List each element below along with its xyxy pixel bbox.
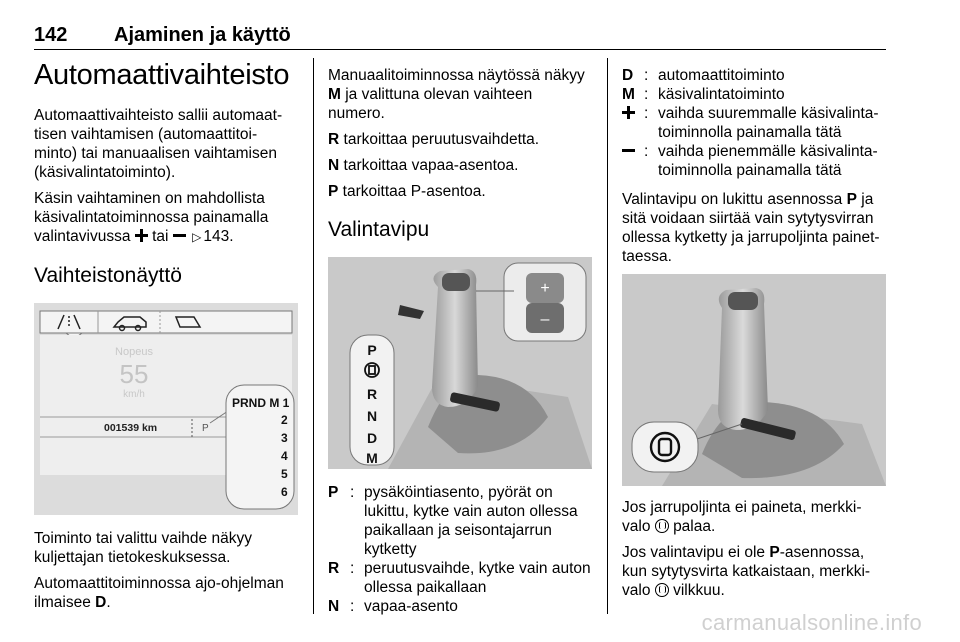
lock-paragraph: Valintavipu on lukittu asennossa P ja sitä voidaan siirtää vain sytytysvirran ollessa kytketty ja jarrupoljinta painet-taessa.: [622, 191, 880, 265]
reverse-paragraph: R tarkoittaa peruutusvaihdetta.: [328, 131, 540, 148]
gear-2: 2: [281, 413, 288, 427]
definition-row: P : pysäköintiasento, pyörät on lukittu, kytke vain auton ollessa paikallaan ja seisontajarrun kytketty: [328, 484, 578, 558]
definition-row: M : käsivalintatoiminto: [622, 86, 785, 103]
section-title: Ajaminen ja käyttö: [114, 24, 291, 46]
watermark: carmanualsonline.info: [701, 610, 922, 635]
page-reference-link[interactable]: 143.: [203, 228, 234, 245]
gear-3: 3: [281, 431, 288, 445]
page-reference-icon: ▷: [192, 230, 202, 244]
svg-text:–: –: [540, 311, 550, 328]
page-header: [34, 22, 886, 50]
subsection-title: Valintavipu: [328, 218, 430, 241]
lever-position-d: D: [366, 430, 378, 446]
definition-row: : vaihda suuremmalle käsivalinta-toiminnolla painamalla tätä: [622, 104, 886, 142]
selector-lever-illustration: [328, 257, 592, 469]
lock-icon: [655, 519, 669, 533]
manual-mode-paragraph: Manuaalitoiminnossa näytössä näkyy M ja valittuna olevan vaihteen numero.: [328, 67, 585, 122]
lever-position-p: P: [367, 342, 377, 358]
intro-paragraph: Automaattivaihteisto sallii automaat-tisen vaihtamisen (automaattitoi-minto) tai manuaalisen vaihtamisen (käsivalintatoiminto).: [34, 107, 283, 181]
speed-unit: km/h: [123, 389, 145, 400]
speed-value: 55: [119, 359, 149, 389]
minus-icon: [622, 144, 635, 157]
gear-definitions: [328, 483, 592, 616]
column-middle: [328, 66, 592, 626]
page-number: 142: [34, 24, 68, 46]
definition-row: R : peruutusvaihde, kytke vain auton ollessa paikallaan: [328, 560, 591, 596]
odometer: 001539 km: [104, 422, 158, 434]
svg-text:+: +: [540, 280, 550, 297]
transmission-display-illustration: [34, 303, 298, 515]
mode-definitions: [622, 66, 886, 180]
manual-shift-paragraph: Käsin vaihtaminen on mahdollista käsivalintatoiminnossa painamalla valintavivussa tai ▷ 143.: [34, 190, 269, 245]
definition-row: N : vapaa-asento: [328, 598, 458, 615]
lock-icon: [655, 583, 669, 597]
ignition-warning-paragraph: Jos valintavipu ei ole P-asennossa, kun sytytysvirta katkaistaan, merkki-valo vilkkuu.: [622, 544, 871, 599]
gear-row: PRND M 1: [232, 396, 290, 410]
display-paragraph: Toiminto tai valittu vaihde näkyy kuljettajan tietokeskuksessa.: [34, 530, 252, 566]
auto-mode-paragraph: Automaattitoiminnossa ajo-ohjelman ilmaisee D.: [34, 575, 284, 611]
lever-lock-illustration: [622, 274, 886, 486]
gear-6: 6: [281, 485, 288, 499]
page-title: Automaattivaihteisto: [34, 59, 290, 91]
column-divider: [607, 58, 608, 614]
subsection-title: Vaihteistonäyttö: [34, 264, 182, 287]
minus-icon: [173, 229, 186, 242]
column-left: [34, 58, 298, 619]
brake-warning-paragraph: Jos jarrupoljinta ei paineta, merkki-valo palaa.: [622, 499, 862, 535]
park-paragraph: P tarkoittaa P-asentoa.: [328, 183, 486, 200]
gear-indicator: P: [202, 423, 209, 434]
plus-icon: [135, 229, 148, 242]
definition-row: : vaihda pienemmälle käsivalinta-toiminnolla painamalla tätä: [622, 142, 886, 180]
lever-position-n: N: [366, 408, 378, 424]
gear-4: 4: [281, 449, 288, 463]
column-divider: [313, 58, 314, 614]
definition-row: D : automaattitoiminto: [622, 67, 785, 84]
gear-5: 5: [281, 467, 288, 481]
neutral-paragraph: N tarkoittaa vapaa-asentoa.: [328, 157, 519, 174]
speed-label: Nopeus: [115, 346, 153, 358]
column-right: [622, 66, 886, 607]
plus-icon: [622, 106, 635, 119]
lever-position-r: R: [366, 386, 378, 402]
lever-position-m: M: [366, 450, 378, 466]
